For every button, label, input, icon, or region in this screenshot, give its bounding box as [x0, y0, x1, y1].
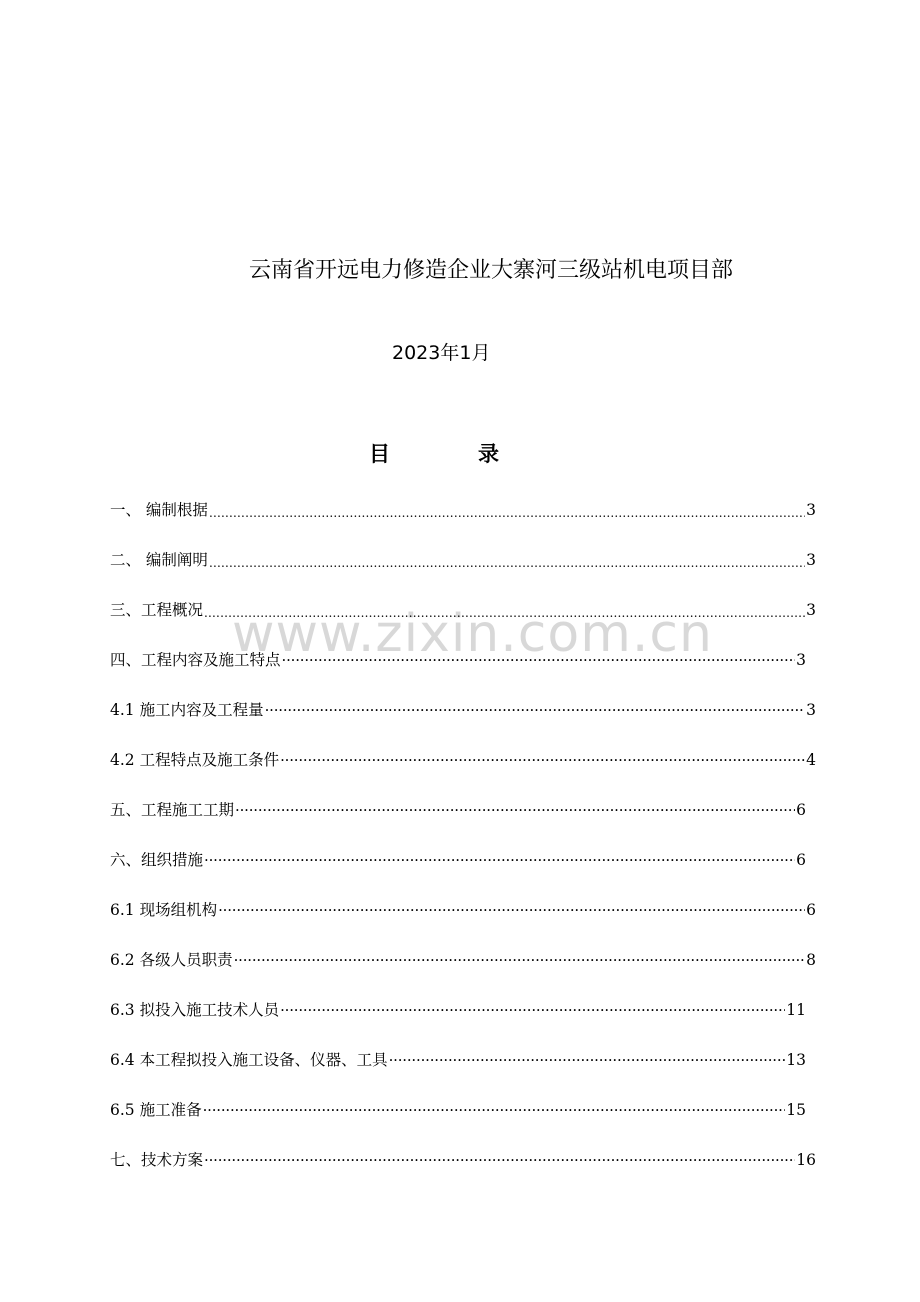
toc-entry-label: 6.2 各级人员职责	[110, 951, 233, 969]
toc-entry-page: 4	[806, 751, 816, 769]
toc-entry-page: 3	[806, 601, 816, 619]
toc-entry-leader	[234, 948, 806, 972]
toc-entry-leader	[265, 698, 806, 722]
toc-entry-leader	[209, 498, 805, 522]
toc-entry[interactable]	[110, 648, 806, 672]
toc-entry-leader	[235, 798, 795, 822]
toc-entry[interactable]	[110, 548, 816, 572]
toc-entry-label: 七、技术方案	[110, 1151, 204, 1169]
toc-entry-page: 3	[806, 701, 816, 719]
toc-entry-label: 二、 编制阐明	[110, 551, 208, 569]
toc-entry-leader	[209, 548, 805, 572]
toc-entry-page: 6	[806, 901, 816, 919]
toc-entry[interactable]	[110, 848, 806, 872]
toc-entry-page: 3	[806, 501, 816, 519]
toc-entry-label: 6.4 本工程拟投入施工设备、仪器、工具	[110, 1051, 388, 1069]
toc-entry-leader	[280, 998, 785, 1022]
toc-entry[interactable]	[110, 1048, 806, 1072]
toc-entry-page: 13	[786, 1051, 806, 1069]
toc-entry-page: 11	[786, 1001, 806, 1019]
toc-entry-leader	[282, 648, 796, 672]
toc-entry-leader	[204, 1148, 795, 1172]
toc-entry-leader	[280, 748, 805, 772]
toc-entry[interactable]	[110, 698, 816, 722]
document-date: 2023年1月	[392, 342, 491, 364]
toc-entry-leader	[203, 1098, 786, 1122]
toc-entry-page: 15	[786, 1101, 806, 1119]
toc-entry[interactable]	[110, 1148, 816, 1172]
toc-entry[interactable]	[110, 748, 816, 772]
toc-entry-label: 6.5 施工准备	[110, 1101, 202, 1119]
toc-entry[interactable]	[110, 498, 816, 522]
toc-entry-label: 五、工程施工工期	[110, 801, 235, 819]
toc-entry-page: 16	[796, 1151, 816, 1169]
toc-entry-page: 3	[806, 551, 816, 569]
organization-name: 云南省开远电力修造企业大寨河三级站机电项目部	[249, 258, 734, 283]
toc-entry-label: 6.1 现场组机构	[110, 901, 218, 919]
toc-title-char-2: 录	[478, 442, 499, 466]
toc-entry-label: 一、 编制根据	[110, 501, 208, 519]
toc-entry[interactable]	[110, 798, 806, 822]
toc-entry[interactable]	[110, 898, 816, 922]
toc-entry-leader	[204, 848, 795, 872]
toc-entry-leader	[389, 1048, 786, 1072]
toc-entry-label: 4.2 工程特点及施工条件	[110, 751, 280, 769]
toc-entry-page: 8	[806, 951, 816, 969]
toc-entry-label: 六、组织措施	[110, 851, 204, 869]
toc-entry[interactable]	[110, 948, 816, 972]
toc-entry-page: 6	[796, 851, 806, 869]
toc-entry-label: 三、工程概况	[110, 601, 204, 619]
toc-entry-leader	[204, 598, 805, 622]
toc-entry[interactable]	[110, 598, 816, 622]
toc-entry-page: 3	[796, 651, 806, 669]
toc-entry[interactable]	[110, 998, 806, 1022]
watermark: www.zixin.com.cn	[232, 604, 713, 664]
toc-entry-label: 四、工程内容及施工特点	[110, 651, 281, 669]
toc-entry-page: 6	[796, 801, 806, 819]
toc-entry[interactable]	[110, 1098, 806, 1122]
toc-entry-label: 4.1 施工内容及工程量	[110, 701, 264, 719]
toc-title-char-1: 目	[369, 442, 390, 466]
toc-entry-leader	[218, 898, 805, 922]
toc-entry-label: 6.3 拟投入施工技术人员	[110, 1001, 280, 1019]
